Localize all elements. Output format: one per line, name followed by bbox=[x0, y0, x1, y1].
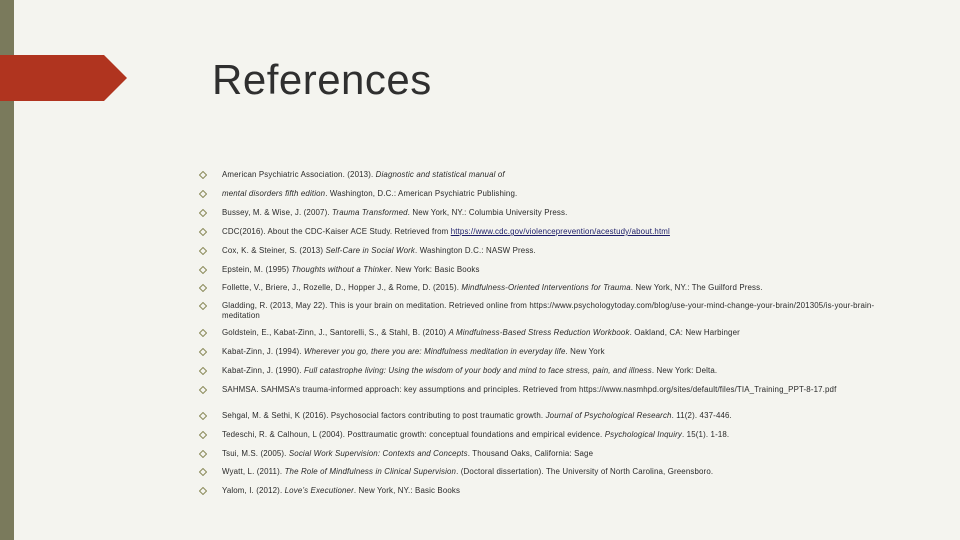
reference-text-segment: Bussey, M. & Wise, J. (2007). bbox=[222, 208, 333, 217]
reference-text bbox=[222, 246, 896, 256]
reference-text-segment: Kabat-Zinn, J. (1990). bbox=[222, 366, 304, 375]
reference-text-segment: . Washington, D.C.: American Psychiatric Publishing. bbox=[325, 189, 518, 198]
diamond-bullet-icon bbox=[196, 411, 222, 421]
diamond-bullet-icon bbox=[196, 227, 222, 237]
diamond-bullet-icon bbox=[196, 328, 222, 338]
reference-italic-title: Psychological Inquiry bbox=[604, 430, 682, 439]
reference-text-segment: American Psychiatric Association. (2013). bbox=[222, 170, 376, 179]
reference-text-segment: . Washington D.C.: NASW Press. bbox=[415, 246, 536, 255]
reference-italic-title: Thoughts without a Thinker bbox=[291, 265, 391, 274]
reference-italic-title: Love’s Executioner bbox=[284, 486, 354, 495]
reference-text-segment: Cox, K. & Steiner, S. (2013) bbox=[222, 246, 326, 255]
reference-italic-title: Mindfulness-Oriented Interventions for Trauma bbox=[461, 283, 631, 292]
reference-text bbox=[222, 301, 896, 321]
diamond-bullet-icon bbox=[196, 486, 222, 496]
diamond-bullet-icon bbox=[196, 189, 222, 199]
reference-text bbox=[222, 227, 896, 237]
reference-text bbox=[222, 328, 896, 338]
reference-item bbox=[196, 467, 896, 477]
reference-italic-title: mental disorders fifth edition bbox=[222, 189, 326, 198]
reference-text-segment: Goldstein, E., Kabat-Zinn, J., Santorelli, S., & Stahl, B. (2010) bbox=[222, 328, 449, 337]
reference-item bbox=[196, 347, 896, 357]
reference-italic-title: The Role of Mindfulness in Clinical Supervision bbox=[284, 467, 457, 476]
diamond-bullet-icon bbox=[196, 467, 222, 477]
reference-italic-title: Wherever you go, there you are: Mindfulness meditation in everyday life bbox=[303, 347, 566, 356]
reference-text bbox=[222, 366, 896, 376]
reference-text-segment: Wyatt, L. (2011). bbox=[222, 467, 285, 476]
reference-item bbox=[196, 227, 896, 237]
reference-italic-title: A Mindfulness-Based Stress Reduction Workbook bbox=[448, 328, 630, 337]
reference-item bbox=[196, 486, 896, 496]
reference-italic-title: Trauma Transformed bbox=[332, 208, 408, 217]
reference-italic-title: Social Work Supervision: Contexts and Concepts bbox=[288, 449, 468, 458]
reference-text-segment: . 11(2). 437-446. bbox=[671, 411, 732, 420]
reference-link[interactable]: https://www.cdc.gov/violenceprevention/acestudy/about.html bbox=[450, 227, 670, 236]
reference-text-segment: . New York, NY.: The Guilford Press. bbox=[630, 283, 763, 292]
page-title: References bbox=[212, 56, 432, 103]
reference-text bbox=[222, 189, 896, 199]
diamond-bullet-icon bbox=[196, 170, 222, 180]
diamond-bullet-icon bbox=[196, 430, 222, 440]
accent-arrow-fill bbox=[0, 55, 127, 101]
reference-text bbox=[222, 411, 896, 421]
reference-text-segment: . New York, NY.: Basic Books bbox=[353, 486, 461, 495]
diamond-bullet-icon bbox=[196, 301, 222, 311]
reference-text-segment: Epstein, M. (1995) bbox=[222, 265, 292, 274]
reference-item bbox=[196, 265, 896, 275]
reference-item bbox=[196, 301, 896, 321]
reference-text-segment: . Oakland, CA: New Harbinger bbox=[629, 328, 740, 337]
diamond-bullet-icon bbox=[196, 385, 222, 395]
reference-item bbox=[196, 385, 896, 395]
reference-text bbox=[222, 486, 896, 496]
reference-text-segment: Follette, V., Briere, J., Rozelle, D., Hopper J., & Rome, D. (2015). bbox=[222, 283, 462, 292]
diamond-bullet-icon bbox=[196, 347, 222, 357]
reference-item bbox=[196, 430, 896, 440]
diamond-bullet-icon bbox=[196, 208, 222, 218]
reference-text-segment: Gladding, R. (2013, May 22). This is your brain on meditation. Retrieved online from https://www.psychologytoday.com/blog/use-your-mind-change-your-brain/201305/is-your-brain-meditation bbox=[222, 301, 875, 320]
diamond-bullet-icon bbox=[196, 246, 222, 256]
reference-text-segment: . New York: Basic Books bbox=[390, 265, 480, 274]
reference-italic-title: Full catastrophe living: Using the wisdom of your body and mind to face stress, pain, and illness bbox=[303, 366, 652, 375]
reference-text bbox=[222, 283, 896, 293]
reference-text bbox=[222, 208, 896, 218]
reference-text bbox=[222, 385, 896, 395]
reference-text-segment: CDC(2016). About the CDC-Kaiser ACE Study. Retrieved from bbox=[222, 227, 451, 236]
reference-item bbox=[196, 449, 896, 459]
reference-item bbox=[196, 366, 896, 376]
reference-item bbox=[196, 411, 896, 421]
reference-text-segment: Tedeschi, R. & Calhoun, L (2004). Posttraumatic growth: conceptual foundations and empirical evidence. bbox=[222, 430, 605, 439]
reference-text-segment: SAHMSA. SAHMSA’s trauma-informed approach: key assumptions and principles. Retrieved from https://www.nasmhpd.org/sites/default/files/TIA_Training_PPT-8-17.pdf bbox=[222, 385, 837, 394]
reference-text-segment: . 15(1). 1-18. bbox=[682, 430, 730, 439]
reference-text bbox=[222, 265, 896, 275]
reference-text-segment: Sehgal, M. & Sethi, K (2016). Psychosocial factors contributing to post traumatic growth. bbox=[222, 411, 546, 420]
reference-text-segment: . New York bbox=[565, 347, 605, 356]
reference-text-segment: Kabat-Zinn, J. (1994). bbox=[222, 347, 304, 356]
reference-text-segment: Yalom, I. (2012). bbox=[222, 486, 285, 495]
accent-arrow-shape bbox=[0, 55, 127, 101]
reference-item bbox=[196, 246, 896, 256]
reference-text-segment: Tsui, M.S. (2005). bbox=[222, 449, 289, 458]
reference-text-segment: . New York, NY.: Columbia University Press. bbox=[407, 208, 568, 217]
reference-item bbox=[196, 283, 896, 293]
diamond-bullet-icon bbox=[196, 449, 222, 459]
reference-text bbox=[222, 449, 896, 459]
reference-text bbox=[222, 347, 896, 357]
reference-italic-title: Diagnostic and statistical manual of bbox=[375, 170, 505, 179]
reference-text bbox=[222, 170, 896, 180]
reference-text bbox=[222, 467, 896, 477]
diamond-bullet-icon bbox=[196, 283, 222, 293]
reference-text-segment: . Thousand Oaks, California: Sage bbox=[467, 449, 594, 458]
reference-item bbox=[196, 189, 896, 199]
reference-text-segment: . (Doctoral dissertation). The University of North Carolina, Greensboro. bbox=[456, 467, 714, 476]
reference-italic-title: Journal of Psychological Research bbox=[545, 411, 672, 420]
diamond-bullet-icon bbox=[196, 366, 222, 376]
reference-italic-title: Self-Care in Social Work bbox=[325, 246, 416, 255]
diamond-bullet-icon bbox=[196, 265, 222, 275]
reference-item bbox=[196, 208, 896, 218]
reference-text-segment: . New York: Delta. bbox=[651, 366, 718, 375]
reference-item bbox=[196, 328, 896, 338]
reference-item bbox=[196, 170, 896, 180]
reference-text bbox=[222, 430, 896, 440]
